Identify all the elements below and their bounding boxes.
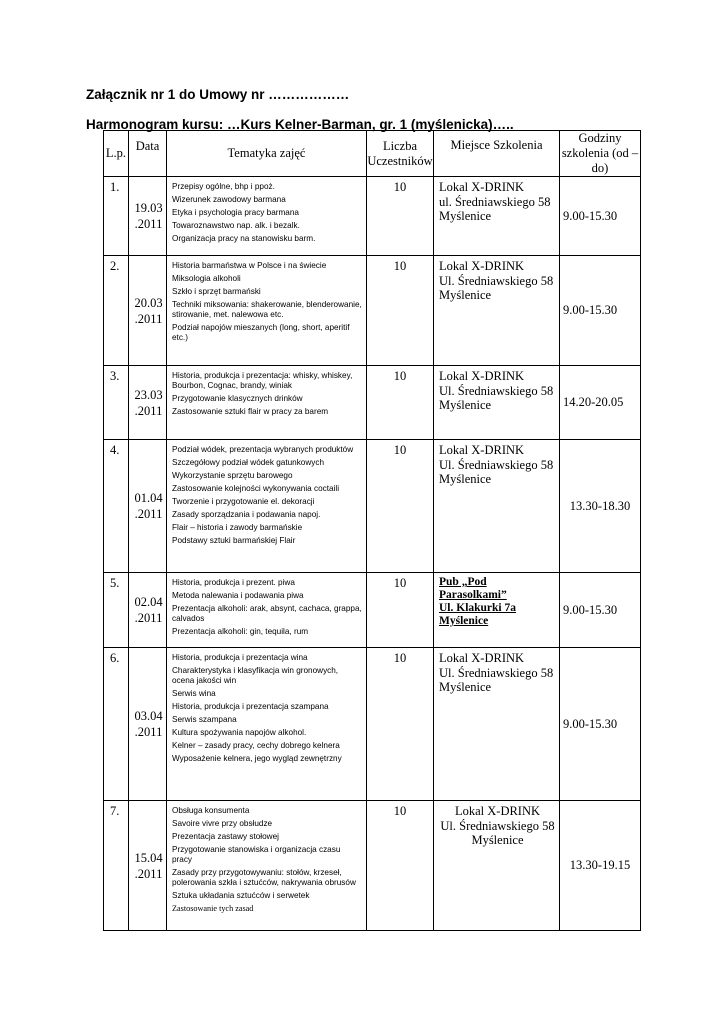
row-date: 15.04 .2011 <box>129 801 167 931</box>
topic-item: Miksologia alkoholi <box>172 274 241 283</box>
row-topics <box>167 177 367 256</box>
row-date: 20.03 .2011 <box>129 256 167 366</box>
row-count: 10 <box>367 801 434 931</box>
place-line: Ul. Klakurki 7a <box>439 602 517 614</box>
topic-item: Kultura spożywania napojów alkohol. <box>172 728 307 737</box>
place-line: Lokal X-DRINK <box>454 804 541 818</box>
row-topics <box>167 256 367 366</box>
col-header-count: Liczba Uczestników <box>367 131 434 177</box>
row-date: 02.04 .2011 <box>129 573 167 648</box>
topic-item: Prezentacja zastawy stołowej <box>172 832 279 841</box>
place-line: Lokal X-DRINK <box>439 259 525 273</box>
topic-item: Zastosowanie sztuki flair w pracy za barem <box>172 407 329 416</box>
row-number: 2. <box>104 256 129 366</box>
topic-item: Szczegółowy podział wódek gatunkowych <box>172 458 325 467</box>
row-place <box>434 177 560 256</box>
header-row <box>104 131 641 177</box>
row-number: 3. <box>104 366 129 440</box>
topic-item: Flair – historia i zawody barmańskie <box>172 523 303 532</box>
topic-item: Savoire vivre przy obsłudze <box>172 819 273 828</box>
row-count: 10 <box>367 648 434 801</box>
topic-item: Metoda nalewania i podawania piwa <box>172 591 304 600</box>
table-row <box>104 573 641 648</box>
topic-item: Charakterystyka i klasyfikacja win gronowych, ocena jakości win <box>172 666 339 685</box>
topic-item: Kelner – zasady pracy, cechy dobrego kelnera <box>172 741 340 750</box>
row-hours: 13.30-19.15 <box>560 801 641 931</box>
place-line: Lokal X-DRINK <box>439 180 525 194</box>
place-line: Lokal X-DRINK <box>439 369 525 383</box>
col-header-hours: Godziny szkolenia (od – do) <box>560 131 641 177</box>
row-number: 7. <box>104 801 129 931</box>
table-row <box>104 256 641 366</box>
topic-item: Zastosowanie tych zasad <box>172 904 254 913</box>
row-date: 03.04 .2011 <box>129 648 167 801</box>
topic-item: Organizacja pracy na stanowisku barm. <box>172 234 316 243</box>
topic-item: Podział napojów mieszanych (long, short, aperitif etc.) <box>172 323 350 342</box>
row-count: 10 <box>367 177 434 256</box>
table-row <box>104 440 641 573</box>
row-hours: 9.00-15.30 <box>560 256 641 366</box>
row-count: 10 <box>367 256 434 366</box>
table-row <box>104 801 641 931</box>
topic-item: Zasady sporządzania i podawania napoj. <box>172 510 321 519</box>
row-topics <box>167 573 367 648</box>
table-row <box>104 648 641 801</box>
row-date: 23.03 .2011 <box>129 366 167 440</box>
row-count: 10 <box>367 366 434 440</box>
row-number: 1. <box>104 177 129 256</box>
row-count: 10 <box>367 440 434 573</box>
row-place <box>434 801 560 931</box>
place-line: Ul. Średniawskiego 58 <box>440 818 555 833</box>
col-header-place: Miejsce Szkolenia <box>434 131 560 177</box>
col-header-topic: Tematyka zajęć <box>167 131 367 177</box>
row-hours: 9.00-15.30 <box>560 177 641 256</box>
place-line: Myślenice <box>439 288 492 302</box>
annex-title: Załącznik nr 1 do Umowy nr ……………… <box>86 87 350 102</box>
place-line: Ul. Średniawskiego 58 <box>439 457 554 472</box>
topic-item: Serwis wina <box>172 689 216 698</box>
schedule-title: Harmonogram kursu: …Kurs Kelner-Barman, gr. 1 (myślenicka)….. <box>86 117 514 132</box>
row-place <box>434 440 560 573</box>
row-count: 10 <box>367 573 434 648</box>
row-topics <box>167 801 367 931</box>
place-line: Myślenice <box>439 472 492 486</box>
place-line: Ul. Średniawskiego 58 <box>439 665 554 680</box>
topic-item: Podział wódek, prezentacja wybranych produktów <box>172 445 354 454</box>
col-header-lp: L.p. <box>104 131 129 177</box>
place-line: Myślenice <box>439 398 492 412</box>
topic-item: Etyka i psychologia pracy barmana <box>172 208 299 217</box>
table-row <box>104 366 641 440</box>
row-number: 5. <box>104 573 129 648</box>
topic-item: Techniki miksowania: shakerowanie, blenderowanie, stirowanie, met. nalewowa etc. <box>172 300 362 319</box>
topic-item: Serwis szampana <box>172 715 237 724</box>
row-hours: 13.30-18.30 <box>560 440 641 573</box>
place-line: Myślenice <box>439 209 492 223</box>
row-hours: 9.00-15.30 <box>560 648 641 801</box>
topic-item: Przygotowanie klasycznych drinków <box>172 394 303 403</box>
row-number: 6. <box>104 648 129 801</box>
row-topics <box>167 648 367 801</box>
topic-item: Wykorzystanie sprzętu barowego <box>172 471 293 480</box>
topic-item: Podstawy sztuki barmańskiej Flair <box>172 536 296 545</box>
topic-item: Szkło i sprzęt barmański <box>172 287 261 296</box>
topic-item: Wyposażenie kelnera, jego wygląd zewnętrzny <box>172 754 342 763</box>
place-line: Pub „Pod Parasolkami” <box>439 576 507 601</box>
row-place <box>434 256 560 366</box>
topic-item: Prezentacja alkoholi: arak, absynt, cachaca, grappa, calvados <box>172 604 362 623</box>
topic-item: Obsługa konsumenta <box>172 806 250 815</box>
place-line: Myślenice <box>439 615 489 627</box>
place-line: Ul. Średniawskiego 58 <box>439 383 554 398</box>
place-line: Lokal X-DRINK <box>439 443 525 457</box>
topic-item: Zastosowanie kolejności wykonywania coctaili <box>172 484 340 493</box>
topic-item: Historia, produkcja i prezentacja szampana <box>172 702 329 711</box>
topic-item: Historia barmaństwa w Polsce i na świecie <box>172 261 327 270</box>
row-place <box>434 366 560 440</box>
row-hours: 9.00-15.30 <box>560 573 641 648</box>
row-date: 19.03 .2011 <box>129 177 167 256</box>
topic-item: Historia, produkcja i prezentacja wina <box>172 653 308 662</box>
schedule-table <box>103 130 641 931</box>
place-line: Myślenice <box>471 833 524 847</box>
topic-item: Tworzenie i przygotowanie el. dekoracji <box>172 497 315 506</box>
col-header-date: Data <box>129 131 167 177</box>
place-line: Lokal X-DRINK <box>439 651 525 665</box>
topic-item: Historia, produkcja i prezentacja: whisky, whiskey, Bourbon, Cognac, brandy, winiak <box>172 371 353 390</box>
place-line: Myślenice <box>439 680 492 694</box>
row-place <box>434 573 560 648</box>
topic-item: Towaroznawstwo nap. alk. i bezalk. <box>172 221 300 230</box>
topic-item: Wizerunek zawodowy barmana <box>172 195 286 204</box>
topic-item: Przepisy ogólne, bhp i ppoż. <box>172 182 275 191</box>
place-line: Ul. Średniawskiego 58 <box>439 273 554 288</box>
topic-item: Historia, produkcja i prezent. piwa <box>172 578 295 587</box>
row-hours: 14.20-20.05 <box>560 366 641 440</box>
topic-item: Przygotowanie stanowiska i organizacja czasu pracy <box>172 845 341 864</box>
topic-item: Prezentacja alkoholi: gin, tequila, rum <box>172 627 309 636</box>
table-row <box>104 177 641 256</box>
topic-item: Sztuka układania sztućców i serwetek <box>172 891 310 900</box>
row-topics <box>167 366 367 440</box>
row-place <box>434 648 560 801</box>
row-topics <box>167 440 367 573</box>
row-date: 01.04 .2011 <box>129 440 167 573</box>
row-number: 4. <box>104 440 129 573</box>
topic-item: Zasady przy przygotowywaniu: stołów, krzeseł, polerowania szkła i sztućców, nakrywania obrusów <box>172 868 356 887</box>
place-line: ul. Średniawskiego 58 <box>439 194 551 209</box>
